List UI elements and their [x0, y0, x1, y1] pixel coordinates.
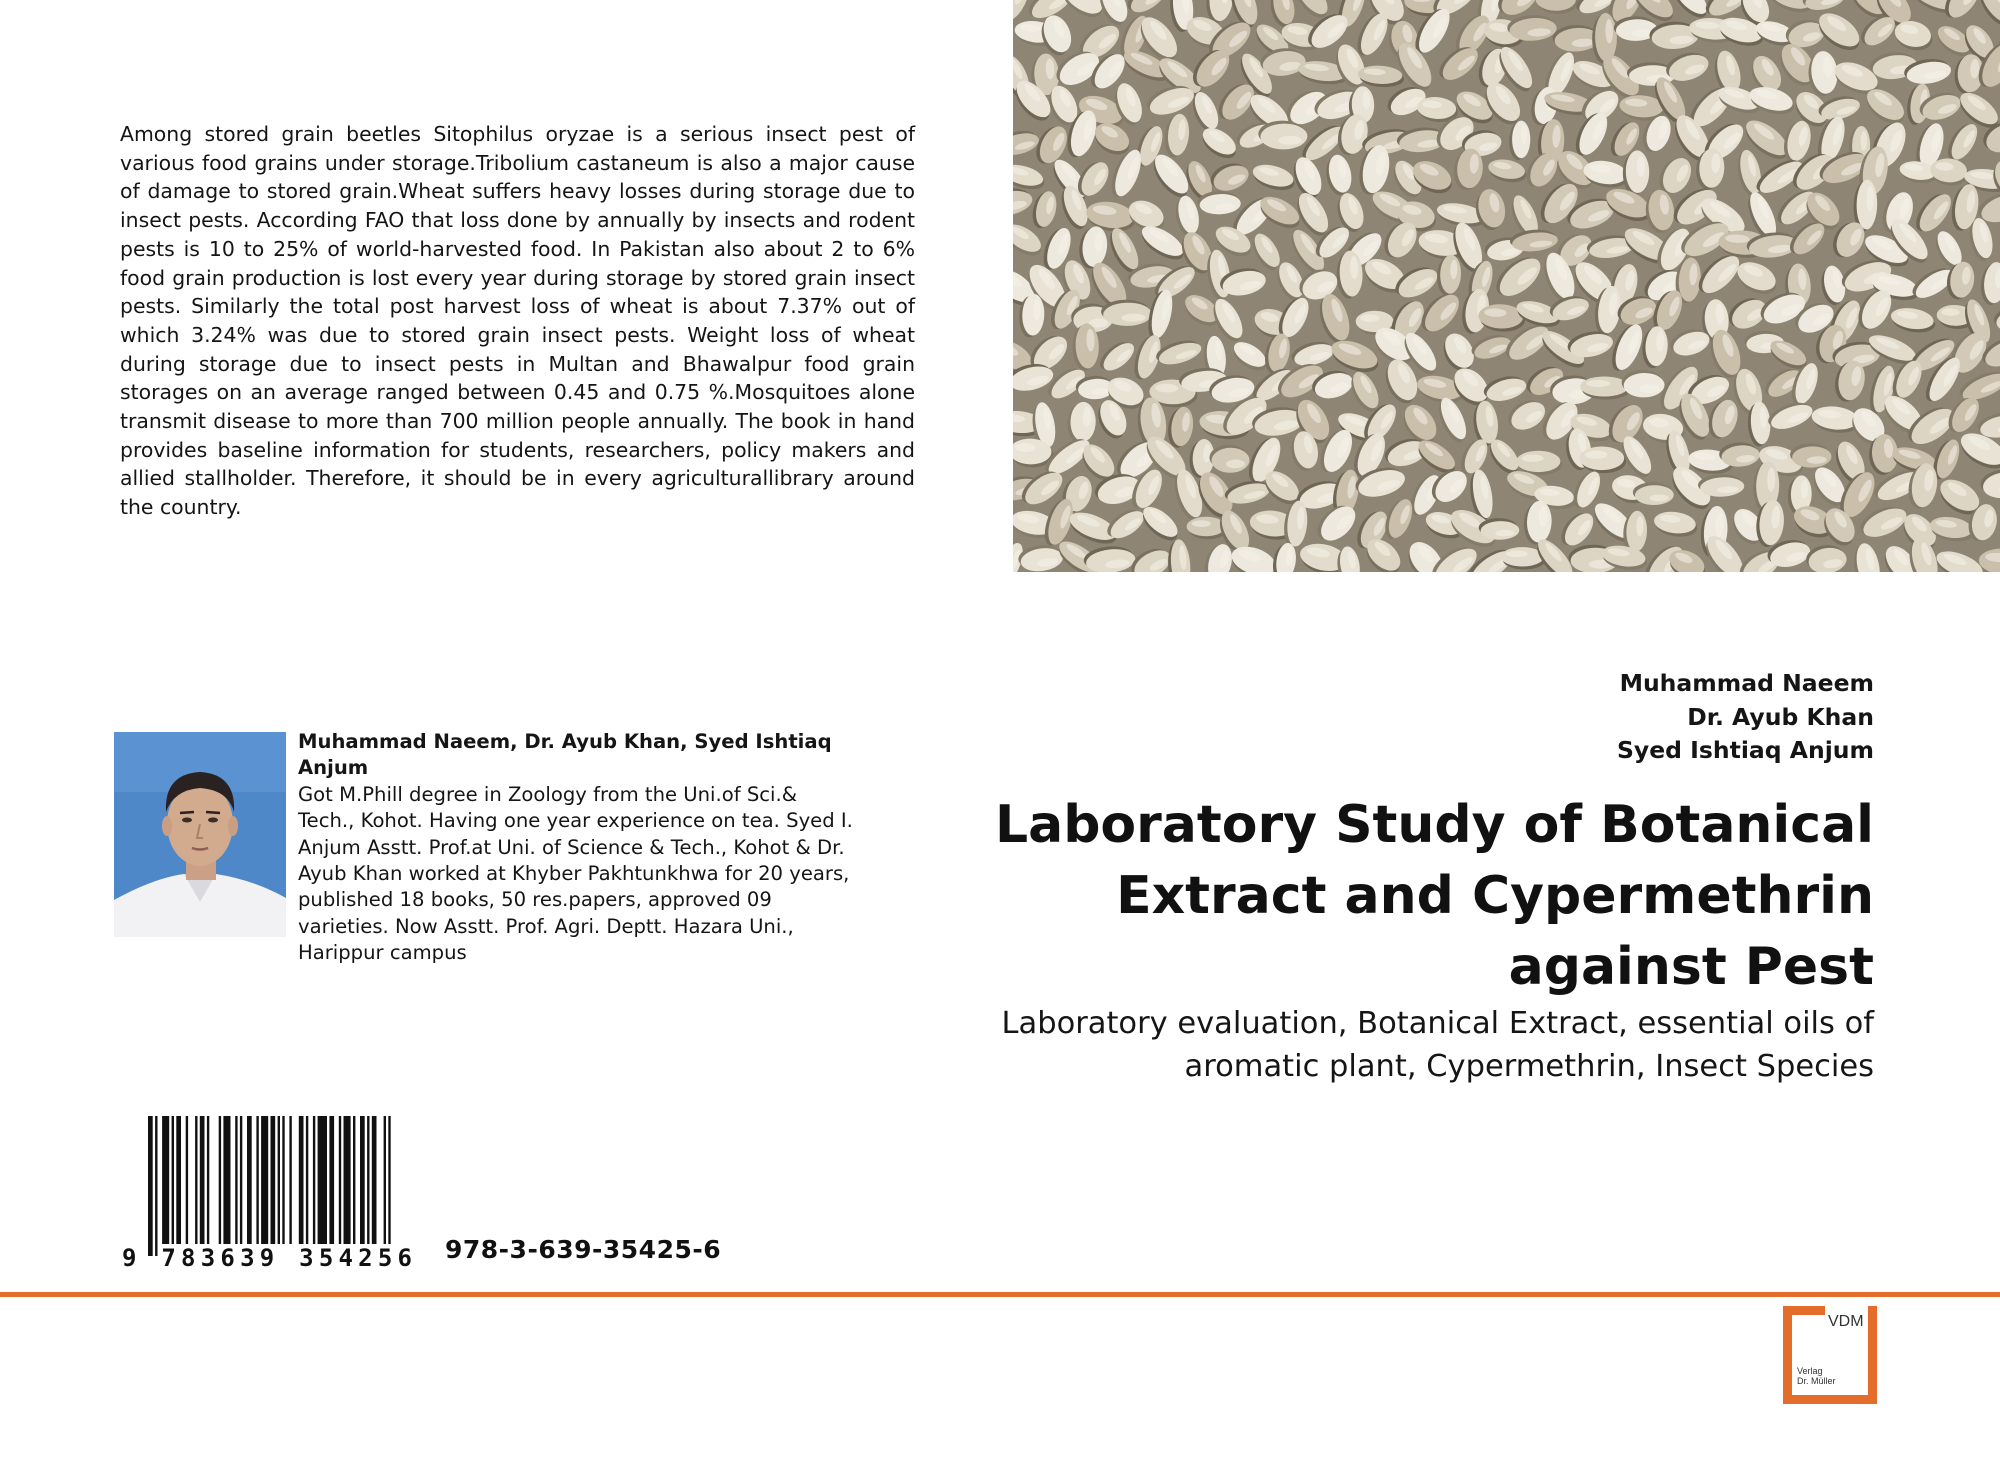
barcode-bar — [247, 1116, 252, 1244]
seed — [1889, 305, 1937, 335]
seed — [1622, 150, 1649, 195]
publisher-logo-subtext-line1: Verlag — [1797, 1366, 1823, 1376]
barcode-bar — [367, 1116, 369, 1244]
seed — [1030, 189, 1060, 231]
seed — [1579, 447, 1626, 474]
seed — [1996, 222, 2000, 269]
seed — [1910, 187, 1957, 238]
isbn-barcode — [120, 1116, 420, 1274]
barcode-bar — [219, 1116, 221, 1244]
seed — [1067, 402, 1096, 444]
seed — [1486, 157, 1528, 185]
publisher-logo — [1783, 1306, 1877, 1404]
seed — [1013, 184, 1035, 220]
seed — [1705, 396, 1742, 442]
back-cover-blurb: Among stored grain beetles Sitophilus oryzae is a serious insect pest of various food grains under storage.Tribolium castaneum is also a major cause of damage to stored grain.Wheat suffers heavy losses during storage due to insect pests. According FAO that loss done by annually by insects and rodent pests is 10 to 25% of world-harvested food. In Pakistan also about 2 to 6% food grain production is lost every year during storage by stored grain insect pests. Similarly the total post harvest loss of wheat is about 7.37% out of which 3.24% was due to stored grain insect pests. Weight loss of wheat during storage due to insect pests in Multan and Bhawalpur food grain storages on an average ranged between 0.45 and 0.75 %.Mosquitoes alone transmit disease to more than 700 million people annually. The book in hand provides baseline information for students, researchers, policy makers and allied stallholder. Therefore, it should be in every agriculturallibrary around the country. — [120, 122, 915, 520]
publisher-logo-frame-top — [1783, 1306, 1825, 1315]
barcode-bar — [186, 1116, 188, 1244]
barcode-bar — [271, 1116, 276, 1244]
seed — [1391, 261, 1442, 305]
publisher-logo-text: VDM — [1828, 1313, 1864, 1330]
barcode-bar — [176, 1116, 181, 1244]
front-authors — [1617, 667, 1874, 768]
barcode-bar — [261, 1116, 268, 1244]
seed — [1083, 544, 1137, 572]
seed — [1939, 0, 1987, 25]
barcode-digits: 9 783639 354256 — [122, 1244, 412, 1272]
seed — [1516, 451, 1562, 475]
seed — [1643, 188, 1677, 234]
barcode-bar — [353, 1116, 355, 1244]
seed — [1209, 444, 1249, 473]
barcode-bar — [148, 1116, 153, 1256]
barcode-bars — [148, 1116, 391, 1256]
seed — [1746, 83, 1797, 118]
seed — [1481, 372, 1528, 406]
barcode-bar — [388, 1116, 390, 1244]
barcode-bar — [240, 1116, 242, 1244]
publisher-logo-subtext — [1797, 1366, 1836, 1386]
seed — [1166, 405, 1195, 449]
seed — [1929, 157, 1969, 186]
barcode-bar — [299, 1116, 304, 1244]
orange-divider — [0, 1292, 2000, 1297]
seed — [1166, 539, 1192, 572]
seed — [1207, 158, 1252, 196]
author-bio-text: Got M.Phill degree in Zoology from the Uni.of Sci.& Tech., Kohot. Having one year experience on tea. Syed I. Anjum Asstt. Prof.at Uni. of Science & Tech., Kohot & Dr. Ayub Khan worked at Khyber Pakhtunkhwa for 20 years, published 18 books, 50 res.papers, approved 09 varieties. Now Asstt. Prof. Agri. Deptt. Hazara Uni., Harippur campus — [298, 782, 853, 965]
book-title: Laboratory Study of Botanical Extract and Cypermethrin against Pest — [994, 795, 1874, 997]
seed — [1123, 0, 1169, 19]
seed — [1805, 542, 1849, 572]
seed — [1258, 120, 1307, 150]
seed — [1250, 161, 1298, 194]
seed — [1806, 50, 1840, 98]
isbn-number: 978-3-639-35425-6 — [445, 1235, 722, 1264]
book-subtitle: Laboratory evaluation, Botanical Extract, essential oils of aromatic plant, Cypermethrin, Insect Species — [1001, 1006, 1874, 1084]
barcode-bar — [318, 1116, 327, 1244]
seed — [1197, 123, 1242, 164]
barcode-bar — [223, 1116, 230, 1244]
barcode-bar — [172, 1116, 174, 1244]
seed — [1469, 330, 1514, 364]
front-author-2: Dr. Ayub Khan — [1687, 702, 1874, 731]
barcode-bar — [313, 1116, 315, 1244]
seed — [1732, 257, 1782, 300]
seed — [1641, 325, 1668, 368]
seed — [1979, 467, 2000, 501]
barcode-bar — [278, 1116, 280, 1244]
seed — [1282, 500, 1309, 550]
barcode-bar — [256, 1116, 258, 1244]
seed — [1509, 121, 1530, 161]
barcode-bar — [339, 1116, 341, 1244]
seed — [1323, 153, 1355, 198]
seed — [1535, 0, 1578, 14]
barcode-bar — [372, 1116, 377, 1244]
seed — [1801, 0, 1847, 14]
seed — [1031, 121, 1073, 170]
seed — [1765, 397, 1816, 434]
seed — [1334, 545, 1363, 572]
seed — [1154, 336, 1204, 370]
barcode-bar — [344, 1116, 351, 1244]
front-author-3: Syed Ishtiaq Anjum — [1617, 736, 1874, 764]
seed — [1013, 161, 1047, 193]
barcode-bar — [360, 1116, 365, 1244]
barcode-bar — [155, 1116, 157, 1256]
seed — [1523, 500, 1552, 545]
seed — [1979, 261, 2000, 306]
author-photo — [114, 732, 286, 937]
publisher-logo-subtext-line2: Dr. Müller — [1797, 1376, 1836, 1386]
seed — [1850, 541, 1884, 572]
seed — [1781, 118, 1815, 165]
barcode-bar — [235, 1116, 237, 1244]
barcode-bar — [162, 1116, 169, 1244]
seed — [1652, 510, 1699, 539]
seed — [1943, 119, 1983, 166]
seed — [1436, 254, 1461, 296]
barcode-bar — [289, 1116, 291, 1244]
author-bio-names: Muhammad Naeem, Dr. Ayub Khan, Syed Ishtiaq Anjum — [298, 730, 832, 780]
seed — [1991, 300, 2000, 336]
seed — [1163, 113, 1191, 159]
seed — [1262, 331, 1293, 376]
author-bio — [298, 729, 858, 967]
barcode-bar — [384, 1116, 386, 1244]
barcode-bar — [207, 1116, 209, 1244]
barcode-bar — [195, 1116, 197, 1244]
seed — [1136, 501, 1184, 545]
barcode-bar — [200, 1116, 205, 1244]
barcode-bar — [306, 1116, 308, 1244]
seed — [1077, 225, 1109, 270]
barcode-bar — [282, 1116, 284, 1244]
seed — [1017, 543, 1065, 572]
seed — [1095, 336, 1138, 377]
barcode-bar — [329, 1116, 334, 1244]
front-author-1: Muhammad Naeem — [1619, 669, 1874, 697]
seed — [1357, 65, 1404, 89]
cover-photo-seeds — [1013, 0, 2000, 572]
